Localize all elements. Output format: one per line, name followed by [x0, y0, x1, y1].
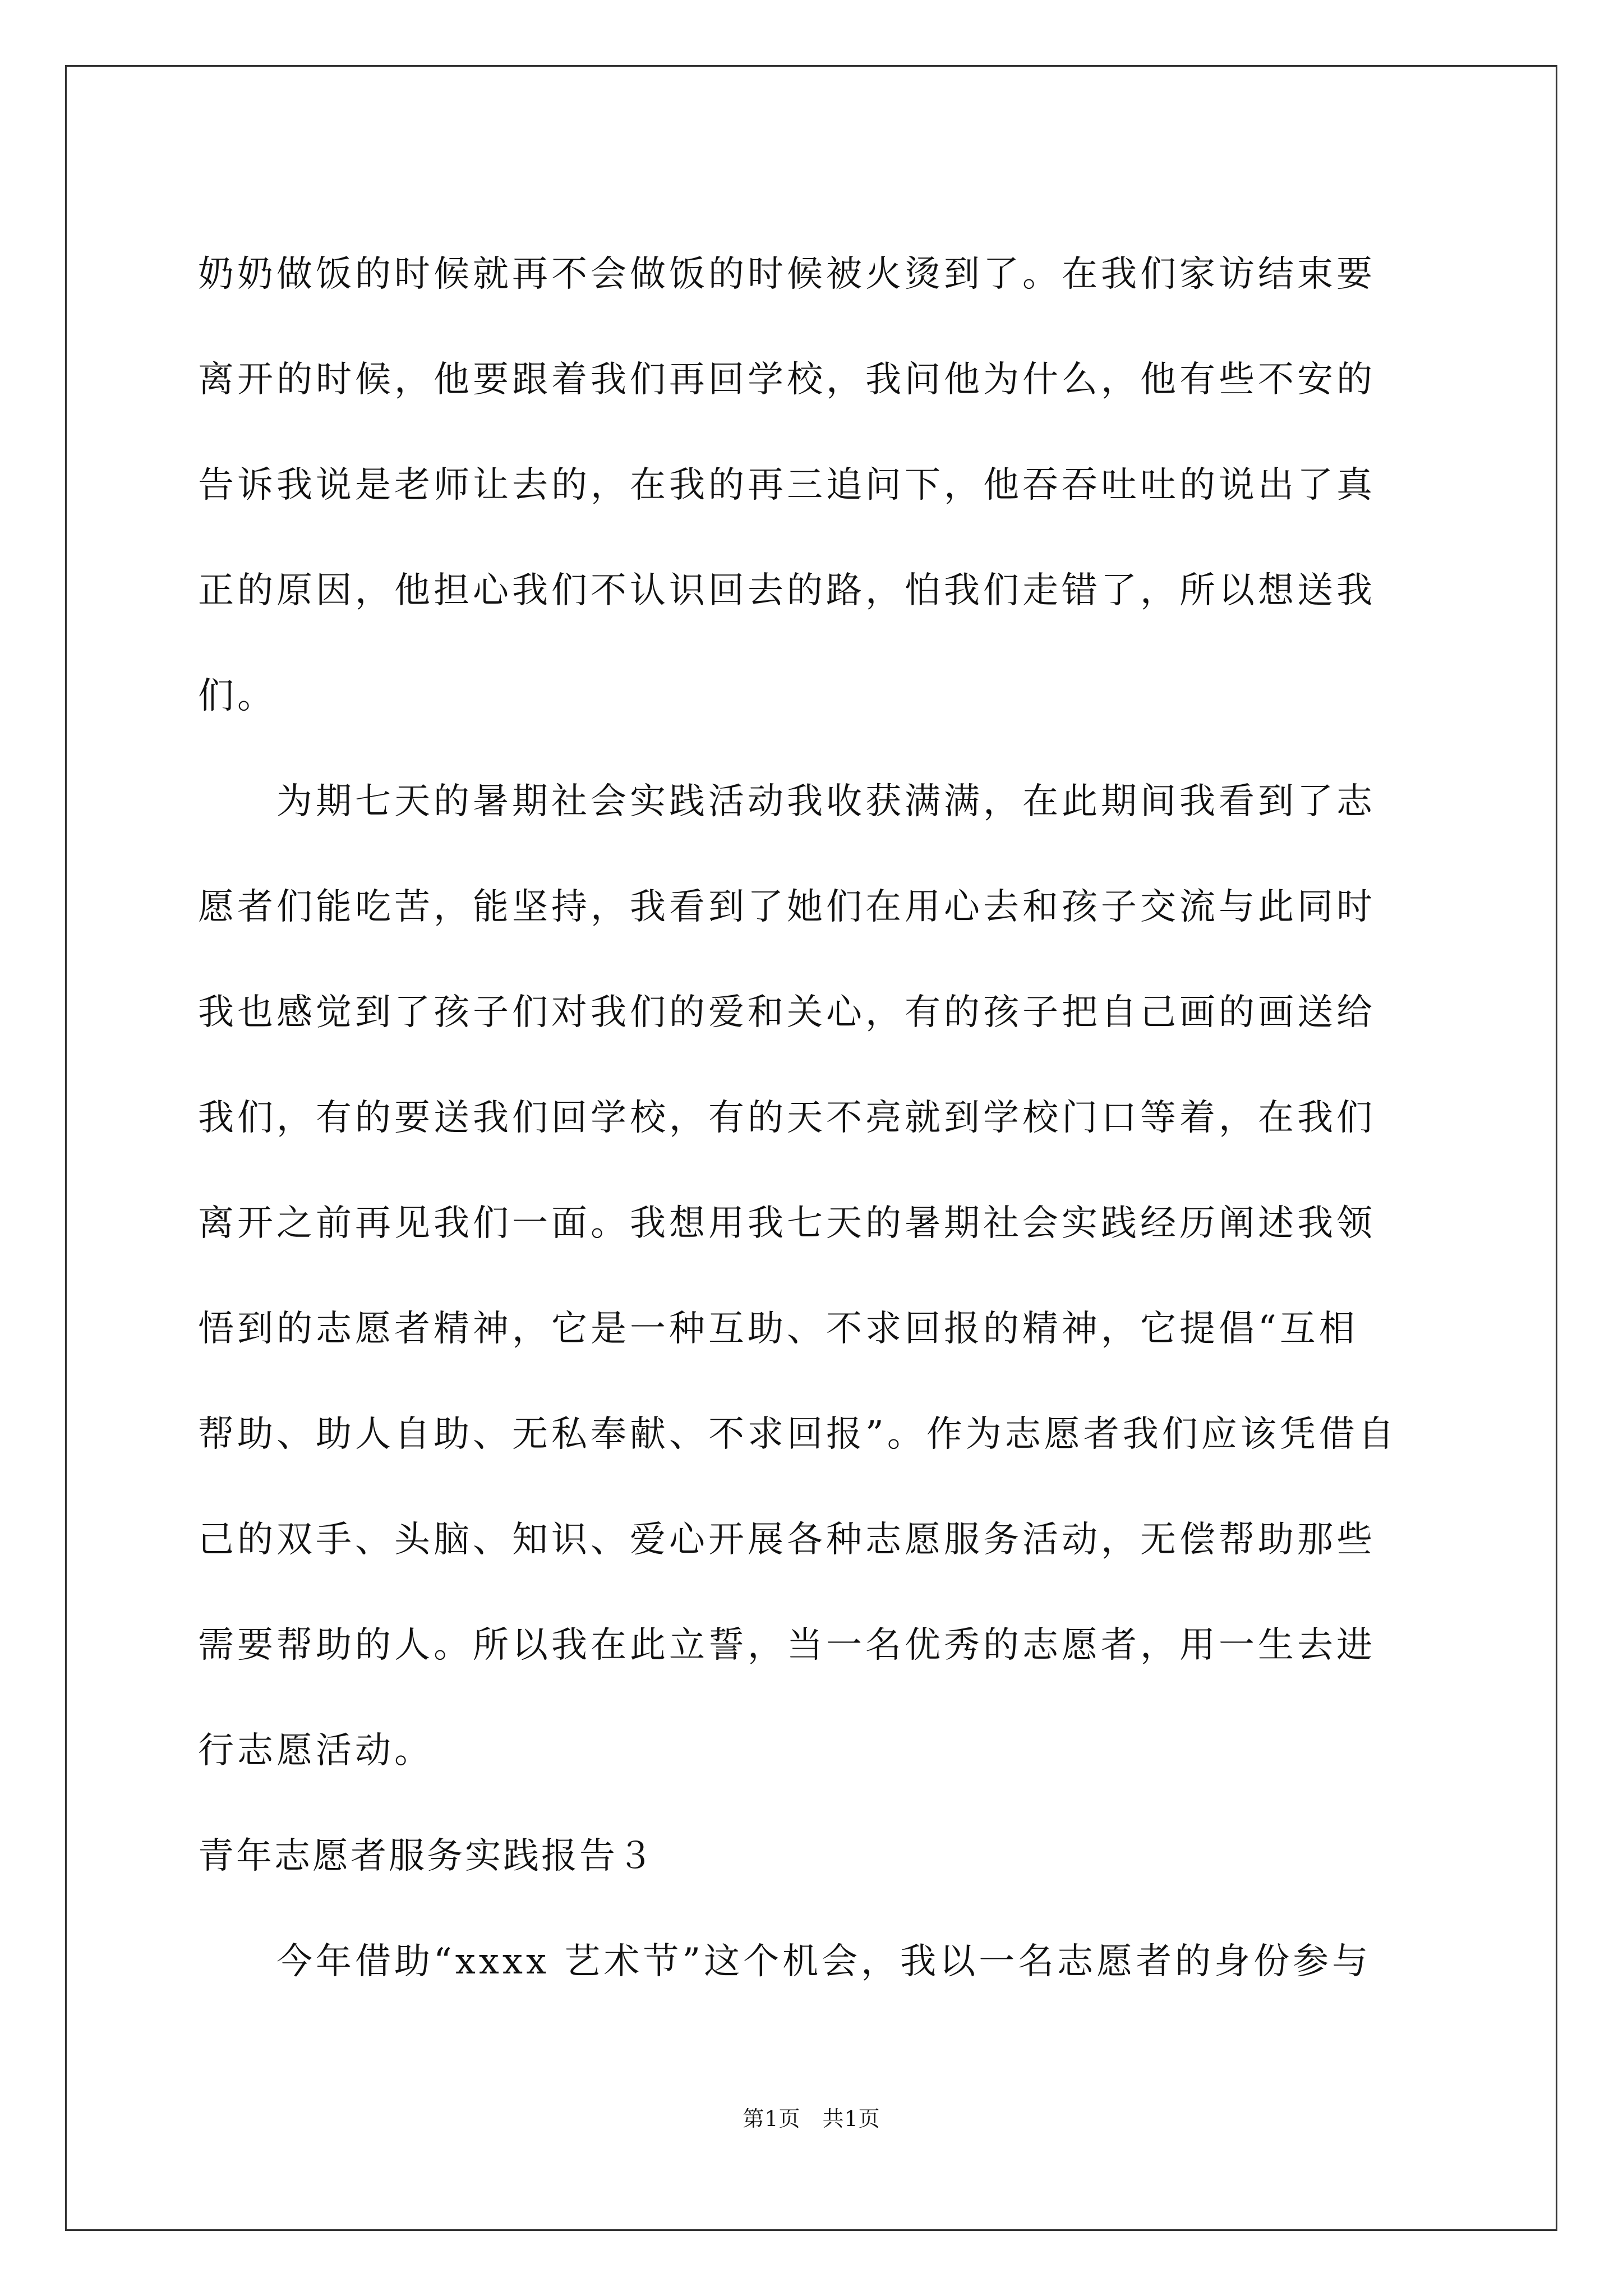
body-line: 们。 [198, 675, 276, 717]
page-footer: 第1页 共1页 [743, 2106, 880, 2131]
body-line: 离开的时候，他要跟着我们再回学校，我问他为什么，他有些不安的 [198, 359, 1376, 401]
body-line: 帮助、助人自助、无私奉献、不求回报”。作为志愿者我们应该凭借自 [198, 1414, 1398, 1455]
body-line: 奶奶做饭的时候就再不会做饭的时候被火烫到了。在我们家访结束要 [198, 254, 1376, 295]
body-line: 悟到的志愿者精神，它是一种互助、不求回报的精神，它提倡“互相 [198, 1308, 1358, 1350]
body-line: 愿者们能吃苦，能坚持，我看到了她们在用心去和孩子交流与此同时 [198, 886, 1376, 928]
body-line: 告诉我说是老师让去的，在我的再三追问下，他吞吞吐吐的说出了真 [198, 464, 1376, 506]
body-line: 我也感觉到了孩子们对我们的爱和关心，有的孩子把自己画的画送给 [198, 992, 1376, 1033]
body-line: 需要帮助的人。所以我在此立誓，当一名优秀的志愿者，用一生去进 [198, 1625, 1376, 1666]
body-line: 正的原因，他担心我们不认识回去的路，怕我们走错了，所以想送我 [198, 570, 1376, 611]
body-line: 行志愿活动。 [198, 1730, 434, 1772]
body-line: 己的双手、头脑、知识、爱心开展各种志愿服务活动，无偿帮助那些 [198, 1519, 1376, 1561]
document-body [198, 222, 1426, 2014]
paragraph-first-line: 为期七天的暑期社会实践活动我收获满满，在此期间我看到了志 [276, 781, 1376, 822]
body-line: 离开之前再见我们一面。我想用我七天的暑期社会实践经历阐述我领 [198, 1203, 1376, 1244]
section-heading: 青年志愿者服务实践报告３ [198, 1835, 656, 1877]
body-line: 我们，有的要送我们回学校，有的天不亮就到学校门口等着，在我们 [198, 1097, 1376, 1139]
paragraph-first-line: 今年借助“xxxx 艺术节”这个机会，我以一名志愿者的身份参与 [276, 1941, 1372, 1982]
